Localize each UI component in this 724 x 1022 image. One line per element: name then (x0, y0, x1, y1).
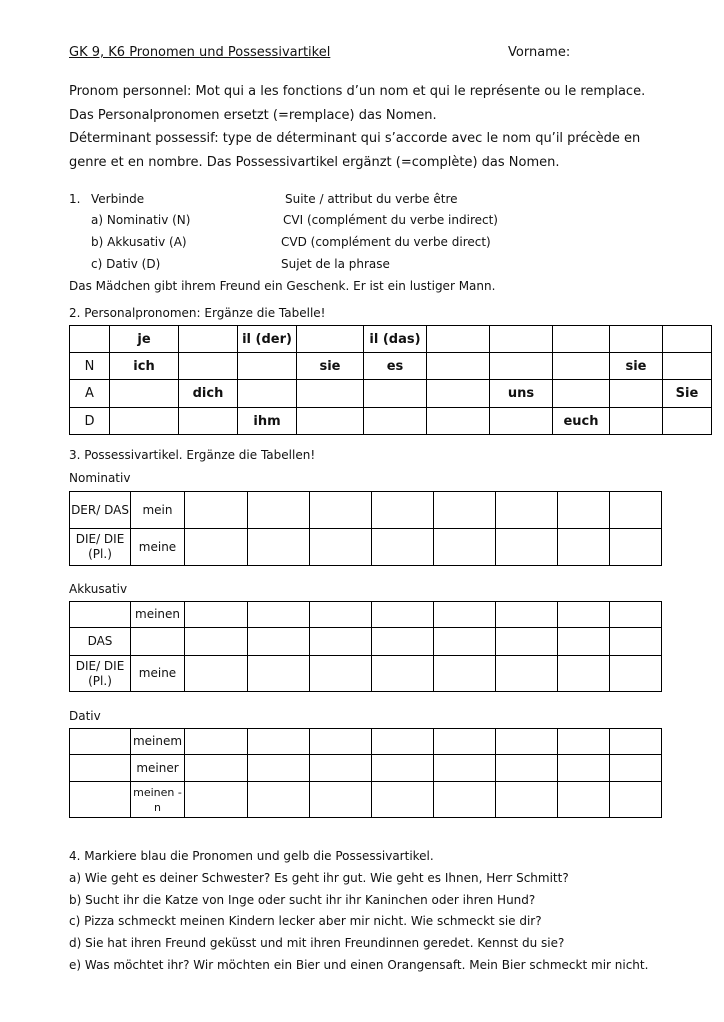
poss-blank-cell (558, 602, 610, 628)
poss-blank-cell (310, 529, 372, 566)
exercise-2-title: 2. Personalpronomen: Ergänze die Tabelle! (69, 306, 326, 320)
poss-blank-cell (372, 529, 434, 566)
pp-cell (610, 408, 663, 435)
poss-blank-cell (558, 529, 610, 566)
exercise-4-title: 4. Markiere blau die Pronomen und gelb die Possessivartikel. (69, 849, 434, 863)
poss-blank-cell (558, 782, 610, 818)
worksheet-title: GK 9, K6 Pronomen und Possessivartikel (69, 45, 331, 60)
poss-row (70, 782, 662, 818)
pp-cell (179, 353, 238, 380)
pp-cell (427, 353, 490, 380)
poss-form-cell (131, 628, 185, 656)
poss-form-cell: meiner (131, 755, 185, 782)
poss-case-cell (70, 729, 131, 755)
exercise-1-left-b: b) Akkusativ (A) (91, 235, 187, 249)
poss-blank-cell (434, 628, 496, 656)
intro-line-4: genre et en nombre. Das Possessivartikel ergänzt (=complète) das Nomen. (69, 155, 560, 170)
poss-blank-cell (610, 656, 662, 692)
pp-cell: je (110, 326, 179, 353)
poss-row (70, 602, 662, 628)
exercise-4-line-a: a) Wie geht es deiner Schwester? Es geht ihr gut. Wie geht es Ihnen, Herr Schmitt? (69, 871, 569, 885)
poss-blank-cell (310, 602, 372, 628)
poss-form-cell: meinen (131, 602, 185, 628)
exercise-3-title: 3. Possessivartikel. Ergänze die Tabellen! (69, 448, 316, 462)
poss-blank-cell (372, 656, 434, 692)
vorname-label: Vorname: (508, 45, 571, 60)
poss-case-cell (70, 602, 131, 628)
poss-blank-cell (185, 602, 248, 628)
poss-blank-cell (434, 492, 496, 529)
exercise-4-line-b: b) Sucht ihr die Katze von Inge oder sucht ihr ihr Kaninchen oder ihren Hund? (69, 893, 536, 907)
poss-form-cell: mein (131, 492, 185, 529)
exercise-1-right-3: CVD (complément du verbe direct) (281, 235, 491, 249)
poss-blank-cell (185, 656, 248, 692)
poss-case-cell (70, 782, 131, 818)
dativ-label: Dativ (69, 709, 101, 723)
poss-blank-cell (558, 656, 610, 692)
poss-blank-cell (248, 782, 310, 818)
poss-row (70, 656, 662, 692)
exercise-4-line-c: c) Pizza schmeckt meinen Kindern lecker aber mir nicht. Wie schmeckt sie dir? (69, 914, 542, 928)
exercise-1-right-1: Suite / attribut du verbe être (285, 192, 458, 206)
poss-blank-cell (310, 656, 372, 692)
poss-blank-cell (610, 628, 662, 656)
poss-blank-cell (185, 529, 248, 566)
pp-cell (553, 353, 610, 380)
poss-blank-cell (558, 492, 610, 529)
pp-cell (427, 408, 490, 435)
exercise-1-title: Verbinde (91, 192, 145, 206)
pp-cell (490, 326, 553, 353)
pp-row (70, 408, 712, 435)
pp-case-cell: A (70, 380, 110, 408)
poss-case-cell: DIE/ DIE (Pl.) (70, 529, 131, 566)
pp-cell: ihm (238, 408, 297, 435)
pp-cell: il (der) (238, 326, 297, 353)
poss-blank-cell (185, 782, 248, 818)
poss-form-cell: meinen - n (131, 782, 185, 818)
poss-blank-cell (434, 729, 496, 755)
poss-blank-cell (310, 492, 372, 529)
pp-cell (663, 353, 712, 380)
poss-row (70, 628, 662, 656)
intro-line-2: Das Personalpronomen ersetzt (=remplace) das Nomen. (69, 108, 437, 123)
pp-row (70, 380, 712, 408)
akkusativ-label: Akkusativ (69, 582, 128, 596)
poss-blank-cell (310, 628, 372, 656)
pp-cell (553, 326, 610, 353)
poss-blank-cell (185, 628, 248, 656)
pp-cell (179, 326, 238, 353)
poss-blank-cell (372, 492, 434, 529)
poss-blank-cell (310, 729, 372, 755)
poss-blank-cell (248, 755, 310, 782)
pp-cell: il (das) (364, 326, 427, 353)
poss-row (70, 729, 662, 755)
exercise-4-line-e: e) Was möchtet ihr? Wir möchten ein Bier und einen Orangensaft. Mein Bier schmeckt mir nicht. (69, 958, 649, 972)
pp-cell: dich (179, 380, 238, 408)
pp-cell (364, 408, 427, 435)
poss-blank-cell (248, 656, 310, 692)
pp-case-cell (70, 326, 110, 353)
pp-cell (610, 326, 663, 353)
poss-blank-cell (372, 628, 434, 656)
poss-blank-cell (372, 729, 434, 755)
pp-cell (663, 326, 712, 353)
poss-blank-cell (185, 729, 248, 755)
exercise-1-right-4: Sujet de la phrase (281, 257, 390, 271)
possessiv-nominativ-table (69, 491, 662, 566)
poss-blank-cell (496, 656, 558, 692)
pp-cell (364, 380, 427, 408)
poss-blank-cell (434, 656, 496, 692)
exercise-1-left-a: a) Nominativ (N) (91, 213, 191, 227)
pp-cell (238, 380, 297, 408)
pp-cell: sie (610, 353, 663, 380)
pp-cell: euch (553, 408, 610, 435)
poss-blank-cell (372, 602, 434, 628)
poss-blank-cell (496, 492, 558, 529)
pp-cell (663, 408, 712, 435)
exercise-1-left-c: c) Dativ (D) (91, 257, 161, 271)
poss-form-cell: meine (131, 529, 185, 566)
poss-blank-cell (185, 492, 248, 529)
poss-form-cell: meinem (131, 729, 185, 755)
poss-row (70, 492, 662, 529)
pp-cell (610, 380, 663, 408)
poss-blank-cell (496, 529, 558, 566)
possessiv-dativ-table (69, 728, 662, 818)
pp-cell (297, 326, 364, 353)
poss-blank-cell (434, 602, 496, 628)
poss-blank-cell (496, 755, 558, 782)
pp-cell (238, 353, 297, 380)
possessiv-akkusativ-table (69, 601, 662, 692)
poss-form-cell: meine (131, 656, 185, 692)
poss-case-cell (70, 755, 131, 782)
pp-row (70, 353, 712, 380)
poss-blank-cell (248, 628, 310, 656)
poss-blank-cell (610, 602, 662, 628)
pp-cell: es (364, 353, 427, 380)
pp-cell (297, 380, 364, 408)
poss-blank-cell (558, 755, 610, 782)
poss-blank-cell (310, 755, 372, 782)
poss-row (70, 755, 662, 782)
pp-case-cell: N (70, 353, 110, 380)
poss-blank-cell (248, 529, 310, 566)
poss-case-cell: DER/ DAS (70, 492, 131, 529)
poss-case-cell: DIE/ DIE (Pl.) (70, 656, 131, 692)
intro-line-1: Pronom personnel: Mot qui a les fonctions d’un nom et qui le représente ou le remplace. (69, 84, 646, 99)
pp-cell: Sie (663, 380, 712, 408)
exercise-1-number: 1. (69, 192, 81, 206)
poss-blank-cell (558, 729, 610, 755)
pp-row (70, 326, 712, 353)
poss-blank-cell (610, 492, 662, 529)
poss-blank-cell (496, 782, 558, 818)
poss-blank-cell (248, 729, 310, 755)
poss-blank-cell (248, 602, 310, 628)
poss-row (70, 529, 662, 566)
pp-cell (297, 408, 364, 435)
poss-blank-cell (434, 782, 496, 818)
poss-blank-cell (434, 529, 496, 566)
poss-blank-cell (496, 628, 558, 656)
pp-cell: uns (490, 380, 553, 408)
pp-cell (427, 326, 490, 353)
pp-cell (490, 353, 553, 380)
exercise-1-example: Das Mädchen gibt ihrem Freund ein Geschenk. Er ist ein lustiger Mann. (69, 279, 496, 293)
exercise-1-right-2: CVI (complément du verbe indirect) (283, 213, 498, 227)
poss-blank-cell (248, 492, 310, 529)
poss-blank-cell (372, 755, 434, 782)
pp-cell (553, 380, 610, 408)
poss-blank-cell (610, 782, 662, 818)
poss-blank-cell (496, 729, 558, 755)
poss-blank-cell (372, 782, 434, 818)
nominativ-label: Nominativ (69, 471, 131, 485)
personalpronomen-table (69, 325, 712, 435)
pp-cell (427, 380, 490, 408)
poss-blank-cell (185, 755, 248, 782)
poss-blank-cell (310, 782, 372, 818)
poss-case-cell: DAS (70, 628, 131, 656)
poss-blank-cell (610, 755, 662, 782)
pp-cell (490, 408, 553, 435)
poss-blank-cell (434, 755, 496, 782)
pp-cell: ich (110, 353, 179, 380)
exercise-4-line-d: d) Sie hat ihren Freund geküsst und mit ihren Freundinnen geredet. Kennst du sie? (69, 936, 565, 950)
pp-cell (110, 380, 179, 408)
pp-cell: sie (297, 353, 364, 380)
pp-cell (179, 408, 238, 435)
intro-line-3: Déterminant possessif: type de déterminant qui s’accorde avec le nom qu’il précède en (69, 131, 641, 146)
poss-blank-cell (496, 602, 558, 628)
poss-blank-cell (610, 729, 662, 755)
pp-case-cell: D (70, 408, 110, 435)
poss-blank-cell (558, 628, 610, 656)
pp-cell (110, 408, 179, 435)
poss-blank-cell (610, 529, 662, 566)
